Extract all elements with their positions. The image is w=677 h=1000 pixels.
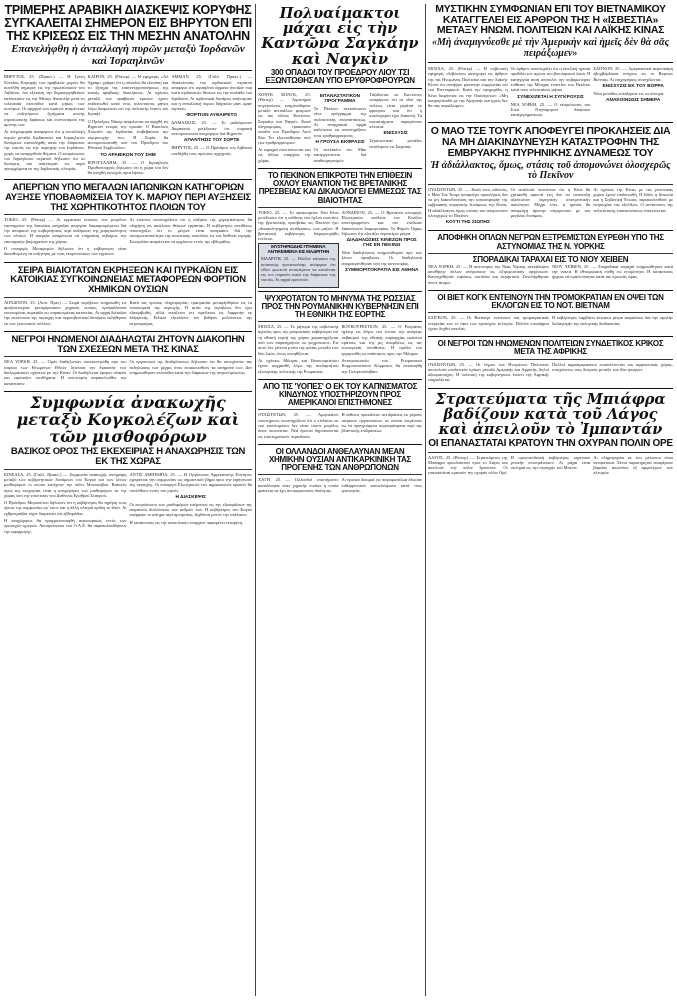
headline-china-battles: Πολυαίμακτοι μάχαι εἰς τὴν Καντῶνα Σαγκάην καὶ Ναγκὶν bbox=[261, 5, 419, 68]
subheadline-liu-shao-chi: 300 ΟΠΑΔΟΙ ΤΟΥ ΠΡΟΕΔΡΟΥ ΛΙΟΥ ΤΣΙ ΕΞΩΝΤΩΘΗΣΑΝ ΥΠΟ ΕΡΥΘΡΟΦΡΟΥΡΩΝ bbox=[265, 67, 415, 86]
column-middle: Πολυαίμακτοι μάχαι εἰς τὴν Καντῶνα Σαγκάην καὶ Ναγκὶν 300 ΟΠΑΔΟΙ ΤΟΥ ΠΡΟΕΔΡΟΥ ΛΙΟΥ ΤΣΙ ΕΞΩΝΤΩΘΗΣΑΝ ΥΠΟ ΕΡΥΘΡΟΦΡΟΥΡΩΝ ΧΟΝΓΚ ΚΟΝΓΚ, 25. (Ρόιτερ) — Αιματηραί συγκρούσεις εσημειώθησαν μεταξύ αντιπάλων φατριών εις τας πόλεις Καντώνα, Σαγκάην και Ναγκίν. Κατά πληροφορίας, τριακόσιοι οπαδοί του Προέδρου Λιού Σάο Τσι εξωντώθησαν υπό των ερυθροφρουρών. Αι ταραχαί επεκτείνονται και εις άλλας επαρχίας της χώρας. ΕΠΑΝΑΣΤΑΤΙΚΟΝ ΠΡΟΓΡΑΜΜΑ Το Πεκίνον ανεκοίνωσεν νέον πρόγραμμα της πολιτιστικής επαναστάσεως. Αι επαρχιακαί αρχαί καλούνται να υποστηρίξουν τους ερυθροφρουρούς. Η ΓΡΟΥΣΑ ΕΚΦΡΑΣΙΣ Οι αντίπαλοι του Μάο κατηγορούνται διά αναθεωρητισμόν. Ταξιδιώται εκ Καντώνος αναφέρουν ότι αι οδοί της πόλεως είναι γεμάται εκ φρουρών και ότι η κυκλοφορία έχει διακοπή. Τα καταστήματα παραμένουν κλειστά. ΕΝΙΣΧΥΣΙΣ Στρατιωτικαί μονάδες εστάλησαν εις Σαγκάην. ΤΟ ΠΕΚΙΝΟΝ ΕΠΙΚΡΟΤΕΙ ΤΗΝ ΕΠΙΘΕΣΙΝ ΟΧΛΟΥ ΕΝΑΝΤΙΟΝ ΤΗΣ ΒΡΕΤΑΝΙΚΗΣ ΠΡΕΣΒΕΙΑΣ ΚΑΙ ΔΙΚΑΙΟΛΟΓΕΙ ΕΜΜΕΣΩΣ ΤΑΣ ΒΙΑΙΟΤΗΤΑΣ ΤΟΚΙΟ, 25. — Το πρακτορείον Νέα Κίνα μετέδωσεν ότι η επίθεσις του όχλου εναντίον της βρετανικής πρεσβείας εις Πεκίνον ήτο «δικαιολογημένη αντίδρασις» των μαζών. Η βρετανική κυβέρνησις διεμαρτυρήθη εντόνως. ΜΥΣΤΗΡΙΩΔΗΣ ΠΤΗΜΕΝΑ ΑΝΤΙΚΕΙΜΕΝΑ ΕΙΣ ΜΑΔΡΙΤΗΝ ΜΑΔΡΙΤΗ, 25. — Πολλοί κάτοικοι της ισπανικής πρωτευούσης ανέφεραν ότι είδον φωτεινά αντικείμενα να κινούνται εις τον ουρανόν κατά την διάρκειαν της νυκτός. Αι αρχαί ερευνούν. ΛΟΝΔΙΝΟΝ, 25. — Ο Βρετανός υπουργός Εξωτερικών εκάλεσε τον Κινέζον επιτετραμμένον και του επέδωσε διακοίνωσιν διαμαρτυρίας. Το Φόρεϊν Όφφις δήλωσεν ότι εξετάζει περαιτέρω μέτρα. ΔΙΑΔΗΛΩΣΕΙΣ ΚΙΝΕΖΩΝ ΠΡΟΣ ΓΗΣ ΕΝ ΠΕΚΙΝΩ Νέαι διαδηλώσεις εσημειώθησαν προ των ξένων πρεσβειών. Οι διαδηλωταί απεμακρύνθησαν υπό της αστυνομίας. ΣΥΜΜΟΡΙΤΟΚΡΑΤΙΑ ΕΙΣ ΑΘΗΝΑ ΨΥΧΡΟΤΑΤΟΝ ΤΟ ΜΗΝΥΜΑ ΤΗΣ ΡΩΣΣΙΑΣ ΠΡΟΣ ΤΗΝ ΡΟΥΜΑΝΙΚΗΝ ΚΥΒΕΡΝΗΣΙΝ ΕΠΙ ΤΗ ΕΘΝΙΚΗ ΤΗΣ ΕΟΡΤΗΣ ΜΟΣΧΑ, 25. — Το μήνυμα της σοβιετικής ηγεσίας προς την ρουμανικήν κυβέρνησιν επί τη εθνική εορτή της χώρας χαρακτηρίζεται υπό των παρατηρητών ως ψυχρότατον. Εις αυτό δεν γίνεται μνεία της φιλίας μεταξύ των δύο λαών, όπως συνηθίζεται. Αι σχέσεις Μόσχας και Βουκουρεστίου έχουν ψυχρανθή λόγω της ανεξαρτήτου εξωτερικής πολιτικής της Ρουμανίας. ΒΟΥΚΟΥΡΕΣΤΙΟΝ, 25. — Ο Ρουμάνος ηγέτης εις λόγον του τόνισε την ανάγκην σεβασμού της εθνικής κυριαρχίας εκάστου κράτους και της μη αναμίξεως εις τας εσωτερικάς υποθέσεις. Η ομιλία του ερμηνεύθη ως απάντησις προς την Μόσχαν. Αντιπροσωπεία του Ρουμανικού Κομμουνιστικού Κόμματος θα επισκεφθή την Γιουγκοσλαβίαν. ΑΠΟ ΤΙΣ 'ΥΟΠΕΣ' Ο ΕΚ ΤΟΥ ΚΑΠΝΙΣΜΑΤΟΣ ΚΙΝΔΥΝΟΣ ΥΠΟΣΤΗΡΙΖΟΥΝ ΠΡΟΣ ΑΜΕΡΙΚΑΝΟΙ ΕΠΙΣΤΗΜΟΝΕΣ ΟΥΑΣΙΓΚΤΩΝ, 25. — Αμερικανοί επιστήμονες υποστηρίζουν ότι ο κίνδυνος εκ του καπνίσματος δεν είναι τόσον μεγάλος όσον πιστεύεται. Νέα έρευνα δημοσιεύεται εις επιστημονικόν περιοδικόν. Η έκθεσις προκάλεσε αντιδράσεις εκ μέρους ιατρικών οργανώσεων, αι οποίαι επιμένουν εις τα προηγούμενα συμπεράσματα περί της βλαπτικής επιδράσεως. ΟΙ ΟΛΛΑΝΔΟΙ ΑΝΘΕΛΑΥΝΑΝ ΜΕΑΝ ΧΗΜΙΚΗΝ ΟΥΣΙΑΝ ΑΝΤΙΚΑΡΚΙΝΙΚΗ ΤΑΣ ΠΡΟΓΕΝΗΣ ΤΩΝ ΑΝΘΡΩΠΟΝΩΝ ΧΑΓΗ, 25. — Ολλανδοί επιστήμονες ανεκάλυψαν νέαν χημικήν ουσίαν η οποία φαίνεται να έχη αντικαρκινικάς ιδιότητας. Αι πρώται δοκιμαί εις πειραματόζωα έδωσαν ενθαρρυντικά αποτελέσματα κατά τους ερευνητάς. bbox=[258, 5, 422, 493]
shaded-box-madrid-ufo: ΜΥΣΤΗΡΙΩΔΗΣ ΠΤΗΜΕΝΑ ΑΝΤΙΚΕΙΜΕΝΑ ΕΙΣ ΜΑΔΡΙΤΗΝ ΜΑΔΡΙΤΗ, 25. — Πολλοί κάτοικοι της ισπανικής πρωτευούσης ανέφεραν ότι είδον φωτεινά αντικείμενα να κινούνται εις τον ουρανόν κατά την διάρκειαν της νυκτός. Αι αρχαί ερευνούν. bbox=[258, 243, 339, 287]
headline-japanese-strike: ΑΠΕΡΓΙΩΝ ΥΠΟ ΜΕΓΑΛΩΝ ΙΑΠΩΝΙΚΩΝ ΚΑΤΗΓΟΡΙΩΝ ΑΥΞΗΣΕ ΥΠΟΒΑΘΜΙΣΕΙΑ ΤΟΥ Κ. ΜΑΡΙΟΥ ΠΕΡΙ ΑΥΞΗΣΕΙΣ ΤΗΣ ΧΩΡΗΤΙΚΟΤΗΤΟΣ ΠΛΟΙΩΝ ΤΟΥ bbox=[5, 182, 251, 213]
headline-dutch-anticancer: ΟΙ ΟΛΛΑΝΔΟΙ ΑΝΘΕΛΑΥΝΑΝ ΜΕΑΝ ΧΗΜΙΚΗΝ ΟΥΣΙΑΝ ΑΝΤΙΚΑΡΚΙΝΙΚΗ ΤΑΣ ΠΡΟΓΕΝΗΣ ΤΩΝ ΑΝΘΡΩΠΟΝΩΝ bbox=[269, 446, 411, 473]
subheadline-congo-departure: ΒΑΣΙΚΟΣ ΟΡΟΣ ΤΗΣ ΕΚΕΧΕΙΡΙΑΣ Η ΑΝΑΧΩΡΗΣΙΣ ΤΩΝ ΕΚ ΤΗΣ ΧΩΡΑΣ bbox=[10, 446, 246, 468]
headline-chemical-explosions: ΣΕΙΡΑ ΒΙΑΙΟΤΑΤΩΝ ΕΚΡΗΞΕΩΝ ΚΑΙ ΠΥΡΚΑΪΩΝ ΕΙΣ ΚΑΤΟΙΚΙΑΣ ΣΥΓΚΟΙΝΩΝΕΙΑΣ ΜΕΤΑΦΟΡΕΩΝ ΦΟΡΤΙΟΝ ΧΗΜΙΚΩΝ ΟΥΣΙΩΝ bbox=[10, 264, 246, 295]
headline-russia-romania: ΨΥΧΡΟΤΑΤΟΝ ΤΟ ΜΗΝΥΜΑ ΤΗΣ ΡΩΣΣΙΑΣ ΠΡΟΣ ΤΗΝ ΡΟΥΜΑΝΙΚΗΝ ΚΥΒΕΡΝΗΣΙΝ ΕΠΙ ΤΗ ΕΘΝΙΚΗ ΤΗΣ ΕΟΡΤΗΣ bbox=[261, 293, 419, 320]
headline-vietcong-terror: ΟΙ ΒΙΕΤ ΚΟΓΚ ΕΝΤΕΙΝΟΥΝ ΤΗΝ ΤΡΟΜΟΚΡΑΤΙΑΝ ΕΝ ΟΨΕΙ ΤΩΝ ΕΚΛΟΓΩΝ ΕΙΣ ΤΟ ΝΟΤ. ΒΙΕΤΝΑΜ bbox=[437, 293, 664, 311]
headline-peking-british-embassy: ΤΟ ΠΕΚΙΝΟΝ ΕΠΙΚΡΟΤΕΙ ΤΗΝ ΕΠΙΘΕΣΙΝ ΟΧΛΟΥ ΕΝΑΝΤΙΟΝ ΤΗΣ ΒΡΕΤΑΝΙΚΗΣ ΠΡΕΣΒΕΙΑΣ ΚΑΙ ΔΙΚΑΙΟΛΟΓΕΙ ΕΜΜΕΣΩΣ ΤΑΣ ΒΙΑΙΟΤΗΤΑΣ bbox=[258, 171, 422, 205]
headline-mao-nuclear: Ο ΜΑΟ ΤΣΕ ΤΟΥΓΚ ΑΠΟΦΕΥΓΕΙ ΠΡΟΚΛΗΣΕΙΣ ΔΙΑ ΝΑ ΜΗ ΔΙΑΚΙΝΔΥΝΕΥΣΗ ΚΑΤΑΣΤΡΟΦΗΝ ΤΗΣ ΕΜΒΡΥΑΚΗΣ ΠΥΡΗΝΙΚΗΣ ΔΥΝΑΜΕΩΣ ΤΟΥ bbox=[430, 125, 671, 159]
column-right: ΜΥΣΤΙΚΗΝ ΣΥΜΦΩΝΙΑΝ ΕΠΙ ΤΟΥ ΒΙΕΤΝΑΜΙΚΟΥ ΚΑΤΑΓΓΕΛΕΙ ΕΙΣ ΑΡΘΡΟΝ ΤΗΣ Η «ΙΣΒΕΣΤΙΑ» ΜΕΤΑΞΥ ΗΝΩΜ. ΠΟΛΙΤΕΙΩΝ ΚΑΙ ΛΑΪΚΗΣ ΚΙΝΑΣ «Μὴ ἀναμιγνύεσθε μὲ τὴν Ἀμερικὴν καὶ ἡμεῖς δὲν θὰ σᾶς πειράξωμεν» ΜΟΣΧΑ, 25. (Ρόιτερ) — Η σοβιετική εφημερίς «Ισβέστια» κατηγορεί εις άρθρον της τας Ηνωμένας Πολιτείας και την Λαϊκήν Κίναν ότι συνήψαν μυστικήν συμφωνίαν επί του Βιετναμικού. Κατά την εφημερίδα, η Κίνα διεμήνυσε εις την Ουάσιγκτων: «Μη αναμιγνύεσθε με την Αμερικήν και ημείς δεν θα σας πειράξωμεν». Το άρθρον υποστηρίζει ότι η κινεζική ηγεσία προδίδει τον αγώνα του βιετναμικού λαού. Η κατηγορία αυτή αποτελεί την σοβαρωτέραν επίθεσιν της Μόσχας εναντίον του Πεκίνου κατά τους τελευταίους μήνας. ΣΥΝΕΧΙΖΕΤΑΙ Η ΣΥΓΚΡΟΥΣΙΣ ΝΕΑ ΥΟΡΚΗ, 25. — Ο εκπρόσωπος του Στέιτ Ντηπάρτμεντ διέψευσε κατηγορηματικώς. ΣΑΪΓΚΟΝ, 25. — Αμερικανικά αεροσκάφη εβομβάρδισαν στόχους εις το Βόρειον Βιετνάμ. Αι επιχειρήσεις συνεχίζονται. ΕΝΙΣΧΥΣΙΣ ΕΚ ΤΟΥ ΒΟΡΡΑ Νέαι μονάδες εστάλησαν εις τα σύνορα. ΑΝΑΚΟΙΝΩΣΙΣ ΣΗΜΕΡΑ Ο ΜΑΟ ΤΣΕ ΤΟΥΓΚ ΑΠΟΦΕΥΓΕΙ ΠΡΟΚΛΗΣΕΙΣ ΔΙΑ ΝΑ ΜΗ ΔΙΑΚΙΝΔΥΝΕΥΣΗ ΚΑΤΑΣΤΡΟΦΗΝ ΤΗΣ ΕΜΒΡΥΑΚΗΣ ΠΥΡΗΝΙΚΗΣ ΔΥΝΑΜΕΩΣ ΤΟΥ Ἡ ἀδιάλλακτος, ὅμως, στάσις τοῦ ἀπομονώνει ὁλοσχερῶς τὸ Πεκῖνον ΟΥΑΣΙΓΚΤΩΝ, 25. — Κατά τους ειδικούς, ο Μάο Τσε Τουγκ αποφεύγει προκλήσεις διά να μη διακινδυνεύση την καταστροφήν της εμβρυακής πυρηνικής δυνάμεως της Κίνας. Η αδιάλλακτος όμως στάσις του απομονώνει ολοσχερώς το Πεκίνον. ΚΟΥΤΙ ΤΗΣ ΣΙΩΠΗΣ Οι αναλυταί πιστεύουν ότι η Κίνα θα χρειασθή αρκετά έτη διά να αναπτύξη αξιόπιστον πυρηνικήν αποτρεπτικήν ικανότητα. Μέχρι τότε, η ηγεσία θα αποφεύγη άμεσην σύγκρουσιν με τας μεγάλας δυνάμεις. Αι σχέσεις της Κίνας με τας γειτονικάς χώρας έχουν επιδεινωθή. Η Ινδία, η Ιαπωνία και η Σοβιετική Ένωσις παρακολουθούν με ανησυχίαν τας εξελίξεις. Ο αντίκτυπος της πολιτιστικής επαναστάσεως επεκτείνεται. ΑΠΟΦΗΚΗ ΟΠΛΩΝ ΝΕΓΡΩΝ ΕΞΤΡΕΜΙΣΤΩΝ ΕΥΡΕΘΗ ΥΠΟ ΤΗΣ ΑΣΤΥΝΟΜΙΑΣ ΤΗΣ Ν. ΥΟΡΚΗΣ ΣΠΟΡΑΔΙΚΑΙ ΤΑΡΑΧΑΙ ΕΙΣ ΤΟ ΝΙΟΥ ΧΕΙΒΕΝ ΝΕΑ ΥΟΡΚΗ, 25. — Η αστυνομία της Νέας Υόρκης ανεκάλυψεν αποθήκην όπλων ανήκουσαν εις εξτρεμιστικήν οργάνωσιν. Κατεσχέθησαν τυφέκια, πιστόλια και εκρηκτικά. Συνελήφθησαν πέντε άτομα. ΝΙΟΥ ΧΕΪΒΕΝ, 25. — Σποραδικαί ταραχαί εσημειώθησαν κατά την νύκτα. Η εθνοφυλακή ετέθη εις ετοιμότητα. Η κατάστασις ήρχισε να ομαλοποιήται κατά τας πρωινάς ώρας. ΟΙ ΒΙΕΤ ΚΟΓΚ ΕΝΤΕΙΝΟΥΝ ΤΗΝ ΤΡΟΜΟΚΡΑΤΙΑΝ ΕΝ ΟΨΕΙ ΤΩΝ ΕΚΛΟΓΩΝ ΕΙΣ ΤΟ ΝΟΤ. ΒΙΕΤΝΑΜ ΣΑΪΓΚΟΝ, 25. — Οι Βιετκόγκ εντείνουν τας τρομοκρατικάς ενεργείας των εν όψει των προσεχών εκλογών. Πολλοί υποψήφιοι έχουν δεχθεί απειλάς. Η κυβέρνησις λαμβάνει έκτακτα μέτρα ασφαλείας διά την ομαλήν διεξαγωγήν της εκλογικής διαδικασίας. ΟΙ ΝΕΓΡΟΙ ΤΩΝ ΗΝΩΜΕΝΩΝ ΠΟΛΙΤΕΙΩΝ ΣΥΝΔΕΤΙΚΟΣ ΚΡΙΚΟΣ ΜΕΤΑ ΤΗΣ ΑΦΡΙΚΗΣ ΟΥΑΣΙΓΚΤΩΝ, 25. — Οι νέγροι των Ηνωμένων Πολιτειών αποτελούν συνδετικόν κρίκον μεταξύ Αμερικής και Αφρικής, δηλοί αξιωματούχος. Η πολιτική της κυβερνήσεως έναντι της Αφρικής επηρεάζεται. Πολλοί αφροαμερικανοί επισκέπτονται τας αφρικανικάς χώρας, ενισχύοντες τους δεσμούς μεταξύ των δύο ηπείρων. Στρατεύματα τῆς Μπιάφρα βαδίζουν κατὰ τοῦ Λάγος καὶ ἀπειλοῦν τὸ Ἰμπαντάν ΟΙ ΕΠΑΝΑΣΤΑΤΑΙ ΚΡΑΤΟΥΝ ΤΗΝ ΟΧΥΡΑΝ ΠΟΛΙΝ ΟΡΕ ΛΑΓΟΣ, 25. (Ρόιτερ) — Στρατεύματα της Μπιάφρα προελαύνουν προς το Λάγος και απειλούν την πόλιν Ιμπαντάν. Οι επαναστάται κρατούν την οχυράν πόλιν Ορέ. Η ομοσπονδιακή κυβέρνησις κηρύσσει γενικήν επιστράτευσιν. Αι μάχαι είναι σκληραί εις την περιοχήν του Μπενίν. Αι πληροφορίαι εκ του μετώπου είναι αντιφατικαί. Ξένοι παρατηρηταί αναφέρουν βαρείας απωλείας εξ αμφοτέρων των πλευρών. bbox=[428, 4, 673, 476]
headline-congo-ceasefire: Συμφωνία ἀνακωχῆς μεταξὺ Κογκολέζων καὶ τῶν μισθοφόρων bbox=[16, 392, 240, 446]
subheadline-ore-city: ΟΙ ΕΠΑΝΑΣΤΑΤΑΙ ΚΡΑΤΟΥΝ ΤΗΝ ΟΧΥΡΑΝ ΠΟΛΙΝ ΟΡΕ bbox=[428, 438, 673, 450]
headline-us-negroes-africa: ΟΙ ΝΕΓΡΟΙ ΤΩΝ ΗΝΩΜΕΝΩΝ ΠΟΛΙΤΕΙΩΝ ΣΥΝΔΕΤΙΚΟΣ ΚΡΙΚΟΣ ΜΕΤΑ ΤΗΣ ΑΦΡΙΚΗΣ bbox=[437, 339, 664, 357]
headline-new-haven-unrest: ΣΠΟΡΑΔΙΚΑΙ ΤΑΡΑΧΑΙ ΕΙΣ ΤΟ ΝΙΟΥ ΧΕΙΒΕΝ bbox=[472, 254, 629, 264]
headline-biafra-lagos: Στρατεύματα τῆς Μπιάφρα βαδίζουν κατὰ τοῦ Λάγος καὶ ἀπειλοῦν τὸ Ἰμπαντάν bbox=[435, 390, 666, 439]
headline-smoking-danger: ΑΠΟ ΤΙΣ 'ΥΟΠΕΣ' Ο ΕΚ ΤΟΥ ΚΑΠΝΙΣΜΑΤΟΣ ΚΙΝΔΥΝΟΣ ΥΠΟΣΤΗΡΙΖΟΥΝ ΠΡΟΣ ΑΜΕΡΙΚΑΝΟΙ ΕΠΙΣΤΗΜΟΝΕΣ bbox=[262, 381, 418, 408]
headline-negro-demonstrators: ΝΕΓΡΟΙ ΗΝΩΜΕΝΟΙ ΔΙΑΔΗΛΩΤΑΙ ΖΗΤΟΥΝ ΔΙΑΚΟΠΗΝ ΤΩΝ ΣΧΕΣΕΩΝ ΜΕΤΑ ΤΗΣ ΚΙΝΑΣ bbox=[11, 334, 245, 355]
headline-nyc-weapons-cache: ΑΠΟΦΗΚΗ ΟΠΛΩΝ ΝΕΓΡΩΝ ΕΞΤΡΕΜΙΣΤΩΝ ΕΥΡΕΘΗ ΥΠΟ ΤΗΣ ΑΣΤΥΝΟΜΙΑΣ ΤΗΣ Ν. ΥΟΡΚΗΣ bbox=[437, 233, 664, 251]
subheadline-jordan-israel: Επανελήφθη ἡ ἀνταλλαγὴ πυρῶν μεταξὺ Ἰορδανῶν καὶ Ἰσραηλινῶν bbox=[11, 43, 245, 67]
column-left: ΤΡΙΜΕΡΗΣ ΑΡΑΒΙΚΗ ΔΙΑΣΚΕΨΙΣ ΚΟΡΥΦΗΣ ΣΥΓΚΑΛΕΙΤΑΙ ΣΗΜΕΡΟΝ ΕΙΣ ΒΗΡΥΤΟΝ ΕΠΙ ΤΗΣ ΚΡΙΣΕΩΣ ΕΙΣ ΤΗΝ ΜΕΣΗΝ ΑΝΑΤΟΛΗΝ Επανελήφθη ἡ ἀνταλλαγὴ πυρῶν μεταξὺ Ἰορδανῶν καὶ Ἰσραηλινῶν ΒΗΡΥΤΟΣ, 25. (Πρακτ.) — Η Τρίτη Σύνοδος Κορυφής των αραβικών χωρών θα συνέλθη σήμερον εις την πρωτεύουσαν του Λιβάνου, ίνα εξετάση την δημιουργηθείσαν κατάστασιν εις την Μέσην Ανατολήν μετά τα τελευταία επεισόδια κατά μήκος των συνόρων. Οι αρχηγοί των κρατών αναμένεται να συζητήσουν ζητήματα κοινής στρατιωτικής δράσεως και συντονισμού της αμύνης των. Αι πληροφορίαι αναφέρουν ότι η ανταλλαγή πυρών μεταξύ Ιορδανικών και Ισραηλινών δυνάμεων επανελήφθη κατά την διάρκειαν της νυκτός εις την περιοχήν του Ιορδάνου, χωρίς να αναφερθούν θύματα. Ο εκπρόσωπος του Ισραηλινού στρατού δήλωσεν ότι αι δυνάμεις του απήντησαν εις πυρά προερχόμενα εκ της Ιορδανικής πλευράς. ΚΑΪΡΟΝ, 25. (Ρόιτερ) — Η εφημερίς «Αλ Αχράμ» γράφει ότι η σύνοδος θα εξετάση και το ζήτημα της επανενεργοποιήσεως της κοινής αραβικής διοικήσεως. Αι σχέσεις μεταξύ των αραβικών κρατών έχουν επιδεινωθεί κατά τους τελευταίους μήνας λόγω διαφωνιών επί της πολιτικής έναντι του Ισραήλ. Ο Πρόεδρος Νάσερ αναμένεται να αφιχθή εις Βηρυτόν ενωρίς την πρωίαν. Ο Βασιλεύς Χουσεΐν της Ιορδανίας επιβεβαίωσε την συμμετοχήν του. Η Συρία θα αντιπροσωπευθή υπό του Προέδρου του Εθνικού Συμβουλίου. ΤΟ ΑΡΑΒΙΚΟΝ ΤΟΥ ΣΗΜ ΙΕΡΟΥΣΑΛΗΜ, 25. — Ο Ισραηλινός Πρωθυπουργός δήλωσεν ότι η χώρα του δεν θα ανεχθή συνεχείς προκλήσεις. ΑΜΜΑΝ, 25. (Γαλλ. Πρακτ.) — Ανακοίνωσις του ιορδανικού στρατού αναφέρει ότι ισραηλινά άρματα ήνοιξαν πυρ κατά ιορδανικών θέσεων εις την κοιλάδα του Ιορδάνου. Αι ιορδανικαί δυνάμεις απήντησαν και η ανταλλαγή πυρών διήρκεσε μίαν ώραν περίπου. ΦΟΡΤΙΟΝ ΑΥΘΑΙΡΕΤΟ ΔΑΜΑΣΚΟΣ, 25. — Το ραδιόφωνον Δαμασκού μετέδωσεν ότι συριακή αντιπροσωπεία ανεχώρησε διά Βηρυτόν. ΑΠΑΝΤΗΣΙΣ ΤΟΥ ΣΟΡΤΕ ΒΗΡΥΤΟΣ, 25. — Ο Πρόεδρος του Λιβάνου υπεδέχθη τους πρώτους αρχηγούς. ΑΠΕΡΓΙΩΝ ΥΠΟ ΜΕΓΑΛΩΝ ΙΑΠΩΝΙΚΩΝ ΚΑΤΗΓΟΡΙΩΝ ΑΥΞΗΣΕ ΥΠΟΒΑΘΜΙΣΕΙΑ ΤΟΥ Κ. ΜΑΡΙΟΥ ΠΕΡΙ ΑΥΞΗΣΕΙΣ ΤΗΣ ΧΩΡΗΤΙΚΟΤΗΤΟΣ ΠΛΟΙΩΝ ΤΟΥ ΤΟΚΙΟ, 25. (Ρόιτερ) — Αι εργατικαί ενώσεις των μεγάλων ναυπηγείων της Ιαπωνίας εκήρυξαν απεργίαν διαμαρτυρόμενοι διά την απόφασιν της κυβερνήσεως περί αυξήσεως της χωρητικότητος των πλοίων. Η απεργία αναμένεται να επηρεάση σοβαρώς την ναυπηγικήν βιομηχανίαν της χώρας. Ο υπουργός Μεταφορών δήλωσεν ότι η κυβέρνησις είναι διατεθειμένη να συζητήση με τους εκπροσώπους των εργατών. Αι ενώσεις υποστηρίζουν ότι η αύξησις της χωρητικότητος θα οδηγήση εις απώλειαν θέσεων εργασίας. Η κυβέρνησις αντιθέτως υποστηρίζει ότι το μέτρον είναι αναγκαίον διά την ανταγωνιστικότητα της ιαπωνικής ναυτιλίας εις τας διεθνείς αγοράς. Συνομιλίαι αναμένεται να αρχίσουν εντός της εβδομάδος. ΣΕΙΡΑ ΒΙΑΙΟΤΑΤΩΝ ΕΚΡΗΞΕΩΝ ΚΑΙ ΠΥΡΚΑΪΩΝ ΕΙΣ ΚΑΤΟΙΚΙΑΣ ΣΥΓΚΟΙΝΩΝΕΙΑΣ ΜΕΤΑΦΟΡΕΩΝ ΦΟΡΤΙΟΝ ΧΗΜΙΚΩΝ ΟΥΣΙΩΝ ΛΟΝΔΙΝΟΝ, 25. (Ασσ. Πρες) — Σειρά εκρήξεων εσημειώθη εις αμαξοστοιχίαν μεταφέρουσαν χημικάς ουσίας, προκαλέσασα εκτεταμένας πυρκαϊάς εις παρακειμένας κατοικίας. Αι αρχαί διέταξαν την εκκένωσιν της περιοχής και πυροσβεστικαί δυνάμεις εκλήθησαν εκ των γειτονικών πόλεων. Κατά τας πρώτας πληροφορίας, τραυματίαι μεταφέρθησαν εις τα νοσοκομεία της περιοχής. Η αιτία της εκρήξεως δεν έχει εξακριβωθή, αλλά εικάζεται ότι οφείλεται εις διαρροήν εκ δεξαμενής. Ειδικοί εξετάζουν τον βαθμόν μολύνσεως της ατμοσφαίρας. ΝΕΓΡΟΙ ΗΝΩΜΕΝΟΙ ΔΙΑΔΗΛΩΤΑΙ ΖΗΤΟΥΝ ΔΙΑΚΟΠΗΝ ΤΩΝ ΣΧΕΣΕΩΝ ΜΕΤΑ ΤΗΣ ΚΙΝΑΣ ΝΕΑ ΥΟΡΚΗ, 25. — Ομάς διαδηλωτών συνεκεντρώθη προ του κτιρίου των Ηνωμένων Εθνών ζητούσα την διακοπήν των διπλωματικών σχέσεων με την Κίναν. Οι διαδηλωταί έφερον πλακάτ και εφώναζον συνθήματα. Η αστυνομία παρακολούθει την κατάστασιν. Οι οργανωταί της διαδηλώσεως δήλωσαν ότι θα συνεχίσουν τας εκδηλώσεις των μέχρις ότου εισακουσθούν τα αιτήματά των. Δεν εσημειώθησαν επεισόδια κατά την διάρκειαν της συγκεντρώσεως. Συμφωνία ἀνακωχῆς μεταξὺ Κογκολέζων καὶ τῶν μισθοφόρων ΒΑΣΙΚΟΣ ΟΡΟΣ ΤΗΣ ΕΚΕΧΕΙΡΙΑΣ Η ΑΝΑΧΩΡΗΣΙΣ ΤΩΝ ΕΚ ΤΗΣ ΧΩΡΑΣ ΚΙΝΣΑΣΑ, 25. (Γαλλ. Πρακτ.) — Συμφωνία ανακωχής υπεγράφη μεταξύ των κυβερνητικών δυνάμεων του Κογκό και των ξένων μισθοφόρων οι οποίοι κατέχουν την πόλιν Μπουκάβου. Βασικός όρος της εκεχειρίας είναι η αναχώρησις των μισθοφόρων εκ της χώρας υπό την εποπτείαν του Διεθνούς Ερυθρού Σταυρού. Ο Πρόεδρος Μομπούτου δήλωσεν ότι η κυβέρνησις θα τηρήση τους όρους της συμφωνίας εφ' όσον και η άλλη πλευρά πράξη το ίδιον. Αι εχθροπραξίαι είχον διαρκέσει επί εβδομάδας. Η αναχώρησις θα πραγματοποιηθή αεροπορικώς εντός των προσεχών ημερών. Αντιπρόσωποι του Ο.Α.Ε. θα παρακολουθήσουν την εφαρμογήν. ΑΝΤΙΣ ΑΜΠΕΜΠΑ, 25. — Η Οργάνωσις Αφρικανικής Ενότητος εχαιρέτισε την συμφωνίαν ως σημαντικόν βήμα προς την ειρήνευσιν της περιοχής. Οι υπουργοί Εξωτερικών των αφρικανικών κρατών θα συνέλθουν εντός του μηνός. Η ΔΙΑΣΚΕΨΙΣ Οι εκπρόσωποι των μισθοφόρων επέμειναν εις την εξασφάλισιν της ασφαλούς διελεύσεως των ανδρών των. Η κυβέρνησις του Κογκό απέρριψε το αίτημα περί αμνηστίας, δεχθείσα μόνον την απέλασιν. Η κατάστασις εις την ανατολικήν επαρχίαν παραμένει τεταμένη. bbox=[4, 4, 252, 534]
text-block: ΒΗΡΥΤΟΣ, 25. (Πρακτ.) — Η Τρίτη Σύνοδος Κορυφής των αραβικών χωρών θα συνέλθη σήμερον εις την πρωτεύουσαν του Λιβάνου, ίνα εξετάση την δημιουργηθείσαν κατάστασιν εις την Μέσην Ανατολήν μετά τα τελευταία επεισόδια κατά μήκος των συνόρων. Οι αρχηγοί των κρατών αναμένεται να συζητήσουν ζητήματα κοινής στρατιωτικής δράσεως και συντονισμού της αμύνης των. Αι πληροφορίαι αναφέρουν ότι η ανταλλαγή πυρών μεταξύ Ιορδανικών και Ισραηλινών δυνάμεων επανελήφθη κατά την διάρκειαν της νυκτός εις την περιοχήν του Ιορδάνου, χωρίς να αναφερθούν θύματα. Ο εκπρόσωπος του Ισραηλινού στρατού δήλωσεν ότι αι δυνάμεις του απήντησαν εις πυρά προερχόμενα εκ της Ιορδανικής πλευράς. ΚΑΪΡΟΝ, 25. (Ρόιτερ) — Η εφημερίς «Αλ Αχράμ» γράφει ότι η σύνοδος θα εξετάση και το ζήτημα της επανενεργοποιήσεως της κοινής αραβικής διοικήσεως. Αι σχέσεις μεταξύ των αραβικών κρατών έχουν επιδεινωθεί κατά τους τελευταίους μήνας λόγω διαφωνιών επί της πολιτικής έναντι του Ισραήλ. Ο Πρόεδρος Νάσερ αναμένεται να αφιχθή εις Βηρυτόν ενωρίς την πρωίαν. Ο Βασιλεύς Χουσεΐν της Ιορδανίας επιβεβαίωσε την συμμετοχήν του. Η Συρία θα αντιπροσωπευθή υπό του Προέδρου του Εθνικού Συμβουλίου. ΤΟ ΑΡΑΒΙΚΟΝ ΤΟΥ ΣΗΜ ΙΕΡΟΥΣΑΛΗΜ, 25. — Ο Ισραηλινός Πρωθυπουργός δήλωσεν ότι η χώρα του δεν θα ανεχθή συνεχείς προκλήσεις. ΑΜΜΑΝ, 25. (Γαλλ. Πρακτ.) — Ανακοίνωσις του ιορδανικού στρατού αναφέρει ότι ισραηλινά άρματα ήνοιξαν πυρ κατά ιορδανικών θέσεων εις την κοιλάδα του Ιορδάνου. Αι ιορδανικαί δυνάμεις απήντησαν και η ανταλλαγή πυρών διήρκεσε μίαν ώραν περίπου. ΦΟΡΤΙΟΝ ΑΥΘΑΙΡΕΤΟ ΔΑΜΑΣΚΟΣ, 25. — Το ραδιόφωνον Δαμασκού μετέδωσεν ότι συριακή αντιπροσωπεία ανεχώρησε διά Βηρυτόν. ΑΠΑΝΤΗΣΙΣ ΤΟΥ ΣΟΡΤΕ ΒΗΡΥΤΟΣ, 25. — Ο Πρόεδρος του Λιβάνου υπεδέχθη τους πρώτους αρχηγούς. bbox=[4, 74, 252, 176]
headline-izvestia-vietnam: ΜΥΣΤΙΚΗΝ ΣΥΜΦΩΝΙΑΝ ΕΠΙ ΤΟΥ ΒΙΕΤΝΑΜΙΚΟΥ ΚΑΤΑΓΓΕΛΕΙ ΕΙΣ ΑΡΘΡΟΝ ΤΗΣ Η «ΙΣΒΕΣΤΙΑ» ΜΕΤΑΞΥ ΗΝΩΜ. ΠΟΛΙΤΕΙΩΝ ΚΑΙ ΛΑΪΚΗΣ ΚΙΝΑΣ bbox=[435, 4, 666, 37]
subheadline-do-not-interfere: «Μὴ ἀναμιγνύεσθε μὲ τὴν Ἀμερικὴν καὶ ἡμεῖς δὲν θὰ σᾶς πειράξωμεν» bbox=[431, 37, 670, 59]
newspaper-page bbox=[4, 4, 673, 996]
subheadline-peking-isolated: Ἡ ἀδιάλλακτος, ὅμως, στάσις τοῦ ἀπομονώνει ὁλοσχερῶς τὸ Πεκῖνον bbox=[430, 159, 671, 182]
lead-headline-arab-summit: ΤΡΙΜΕΡΗΣ ΑΡΑΒΙΚΗ ΔΙΑΣΚΕΨΙΣ ΚΟΡΥΦΗΣ ΣΥΓΚΑΛΕΙΤΑΙ ΣΗΜΕΡΟΝ ΕΙΣ ΒΗΡΥΤΟΝ ΕΠΙ ΤΗΣ ΚΡΙΣΕΩΣ ΕΙΣ ΤΗΝ ΜΕΣΗΝ ΑΝΑΤΟΛΗΝ bbox=[4, 4, 252, 43]
